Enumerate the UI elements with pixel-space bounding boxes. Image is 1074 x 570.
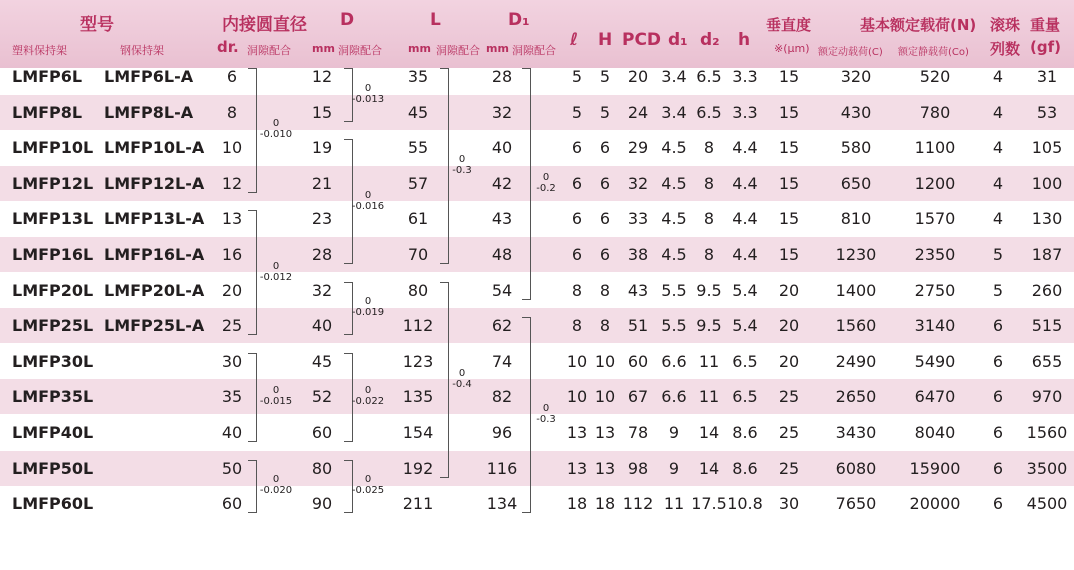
cell-l: 18 — [566, 494, 588, 514]
cell-d1: 5.5 — [661, 316, 687, 336]
cell-dr: 8 — [226, 102, 238, 122]
tolerance-lower: -0.019 — [351, 307, 385, 319]
cell-d1: 6.6 — [661, 351, 687, 371]
cell-H: 6 — [599, 209, 611, 229]
header-model: 型号 — [80, 15, 114, 35]
cell-D1: 40 — [491, 138, 513, 158]
cell-balls: 6 — [992, 351, 1004, 371]
cell-D: 80 — [311, 458, 333, 478]
cell-D: 40 — [311, 316, 333, 336]
cell-PCD: 67 — [627, 387, 649, 407]
cell-balls: 5 — [992, 280, 1004, 300]
cell-w: 105 — [1031, 138, 1063, 158]
cell-d1: 9 — [668, 458, 680, 478]
cell-m2: LMFP10L-A — [104, 138, 205, 158]
cell-L: 112 — [402, 316, 434, 336]
cell-d2: 8 — [703, 209, 715, 229]
cell-C: 1560 — [835, 316, 877, 336]
cell-perp: 15 — [778, 245, 800, 264]
table-row — [0, 273, 1074, 308]
table-row — [0, 451, 1074, 486]
cell-balls: 4 — [992, 138, 1004, 158]
cell-w: 4500 — [1026, 494, 1068, 514]
header-d2: d₂ — [700, 30, 720, 50]
cell-D: 90 — [311, 494, 333, 514]
cell-l: 8 — [571, 316, 583, 336]
cell-C: 1400 — [835, 280, 877, 300]
cell-C: 6080 — [835, 458, 877, 478]
header-D: D — [340, 10, 355, 30]
cell-dr: 30 — [221, 351, 243, 371]
cell-w: 100 — [1031, 173, 1063, 193]
cell-H: 18 — [594, 494, 616, 514]
cell-l: 5 — [571, 67, 583, 86]
cell-w: 515 — [1031, 316, 1063, 336]
cell-PCD: 24 — [627, 102, 649, 122]
cell-d2: 14 — [698, 458, 720, 478]
cell-d1: 5.5 — [661, 280, 687, 300]
cell-L: 61 — [407, 209, 429, 229]
cell-PCD: 38 — [627, 245, 649, 264]
cell-H: 13 — [594, 458, 616, 478]
cell-m2: LMFP6L-A — [104, 67, 194, 86]
cell-dr: 60 — [221, 494, 243, 514]
cell-m2: LMFP8L-A — [104, 102, 194, 122]
cell-l: 6 — [571, 173, 583, 193]
cell-l: 6 — [571, 138, 583, 158]
cell-d2: 6.5 — [696, 67, 722, 86]
cell-PCD: 78 — [627, 423, 649, 442]
tolerance-lower: -0.3 — [452, 165, 472, 176]
cell-l: 6 — [571, 209, 583, 229]
cell-m2: LMFP25L-A — [104, 316, 205, 336]
header-perp-unit: ※(μm) — [774, 42, 810, 55]
cell-Co: 1200 — [914, 173, 956, 193]
cell-l: 10 — [566, 387, 588, 407]
cell-balls: 6 — [992, 387, 1004, 407]
cell-PCD: 43 — [627, 280, 649, 300]
header-perp: 垂直度 — [766, 16, 812, 34]
cell-perp: 25 — [778, 458, 800, 478]
cell-L: 80 — [407, 280, 429, 300]
tolerance-upper: 0 — [272, 385, 280, 397]
tolerance-upper: 0 — [458, 154, 466, 165]
header-D-fit: 洞隙配合 — [338, 44, 382, 57]
header-balls-2: 列数 — [990, 40, 1021, 58]
cell-C: 320 — [840, 67, 872, 86]
cell-C: 1230 — [835, 245, 877, 264]
cell-D: 60 — [311, 423, 333, 442]
cell-PCD: 29 — [627, 138, 649, 158]
cell-w: 970 — [1031, 387, 1063, 407]
cell-d2: 6.5 — [696, 102, 722, 122]
cell-h: 3.3 — [732, 67, 758, 86]
cell-H: 5 — [599, 102, 611, 122]
cell-C: 430 — [840, 102, 872, 122]
cell-PCD: 112 — [622, 494, 654, 514]
cell-perp: 20 — [778, 351, 800, 371]
tolerance-lower: -0.015 — [259, 396, 293, 408]
header-static: 额定静载荷(Co) — [898, 47, 969, 58]
cell-dr: 50 — [221, 458, 243, 478]
cell-perp: 20 — [778, 280, 800, 300]
cell-balls: 4 — [992, 209, 1004, 229]
cell-d2: 9.5 — [696, 316, 722, 336]
cell-L: 135 — [402, 387, 434, 407]
tolerance-lower: -0.016 — [351, 200, 385, 212]
cell-dr: 10 — [221, 138, 243, 158]
cell-balls: 6 — [992, 423, 1004, 442]
cell-perp: 15 — [778, 102, 800, 122]
tolerance-lower: -0.020 — [259, 485, 293, 497]
header-dr-fit: 洞隙配合 — [247, 44, 291, 57]
cell-w: 1560 — [1026, 423, 1068, 442]
cell-dr: 40 — [221, 423, 243, 442]
cell-L: 57 — [407, 173, 429, 193]
cell-dr: 25 — [221, 316, 243, 336]
cell-D1: 82 — [491, 387, 513, 407]
cell-m1: LMFP25L — [12, 316, 94, 336]
header-D-mm: mm — [312, 42, 335, 55]
tolerance-upper: 0 — [542, 403, 550, 415]
cell-d1: 4.5 — [661, 209, 687, 229]
header-h: h — [738, 30, 751, 50]
table-row — [0, 237, 1074, 272]
header-load: 基本额定载荷(N) — [860, 16, 977, 34]
cell-d2: 17.5 — [691, 494, 727, 514]
cell-L: 55 — [407, 138, 429, 158]
cell-w: 3500 — [1026, 458, 1068, 478]
header-dr: dr. — [217, 38, 239, 56]
cell-balls: 4 — [992, 102, 1004, 122]
table-header — [0, 0, 1074, 68]
cell-w: 53 — [1036, 102, 1058, 122]
tolerance-upper: 0 — [272, 474, 280, 486]
cell-D1: 96 — [491, 423, 513, 442]
cell-D: 52 — [311, 387, 333, 407]
cell-L: 211 — [402, 494, 434, 514]
cell-D: 32 — [311, 280, 333, 300]
table-row — [0, 59, 1074, 94]
cell-perp: 15 — [778, 138, 800, 158]
cell-m1: LMFP50L — [12, 458, 94, 478]
cell-h: 5.4 — [732, 316, 758, 336]
cell-perp: 25 — [778, 387, 800, 407]
cell-D1: 43 — [491, 209, 513, 229]
cell-C: 2650 — [835, 387, 877, 407]
cell-C: 650 — [840, 173, 872, 193]
cell-H: 6 — [599, 245, 611, 264]
cell-d1: 6.6 — [661, 387, 687, 407]
cell-h: 4.4 — [732, 173, 758, 193]
header-steel-cage: 钢保持架 — [120, 44, 164, 57]
cell-D1: 74 — [491, 351, 513, 371]
cell-d1: 4.5 — [661, 138, 687, 158]
cell-d1: 3.4 — [661, 67, 687, 86]
tolerance-lower: -0.022 — [351, 396, 385, 408]
cell-Co: 8040 — [914, 423, 956, 442]
cell-m1: LMFP35L — [12, 387, 94, 407]
header-weight-2: (gf) — [1030, 38, 1061, 56]
cell-h: 6.5 — [732, 387, 758, 407]
cell-L: 45 — [407, 102, 429, 122]
cell-h: 8.6 — [732, 458, 758, 478]
header-L-mm: mm — [408, 42, 431, 55]
cell-m2: LMFP12L-A — [104, 173, 205, 193]
header-balls-1: 滚珠 — [990, 16, 1021, 34]
cell-dr: 6 — [226, 67, 238, 86]
cell-m1: LMFP60L — [12, 494, 94, 514]
cell-m1: LMFP10L — [12, 138, 94, 158]
cell-m1: LMFP16L — [12, 245, 94, 264]
tolerance-upper: 0 — [364, 189, 372, 201]
tolerance-upper: 0 — [364, 296, 372, 308]
cell-H: 5 — [599, 67, 611, 86]
cell-d1: 4.5 — [661, 173, 687, 193]
cell-D1: 116 — [486, 458, 518, 478]
cell-Co: 5490 — [914, 351, 956, 371]
tolerance-lower: -0.012 — [259, 271, 293, 283]
cell-C: 810 — [840, 209, 872, 229]
cell-D1: 62 — [491, 316, 513, 336]
cell-PCD: 51 — [627, 316, 649, 336]
cell-d1: 11 — [663, 494, 685, 514]
cell-Co: 15900 — [909, 458, 961, 478]
cell-w: 31 — [1036, 67, 1058, 86]
header-weight-1: 重量 — [1030, 16, 1061, 34]
cell-PCD: 98 — [627, 458, 649, 478]
header-D1-fit: 洞隙配合 — [512, 44, 556, 57]
cell-L: 192 — [402, 458, 434, 478]
table-row — [0, 201, 1074, 236]
cell-H: 10 — [594, 351, 616, 371]
cell-h: 3.3 — [732, 102, 758, 122]
tolerance-upper: 0 — [458, 367, 466, 379]
cell-Co: 6470 — [914, 387, 956, 407]
cell-w: 260 — [1031, 280, 1063, 300]
cell-dr: 20 — [221, 280, 243, 300]
cell-D: 21 — [311, 173, 333, 193]
cell-dr: 12 — [221, 173, 243, 193]
cell-C: 3430 — [835, 423, 877, 442]
cell-D: 23 — [311, 209, 333, 229]
cell-m1: LMFP13L — [12, 209, 94, 229]
cell-m1: LMFP8L — [12, 102, 83, 122]
tolerance-upper: 0 — [272, 118, 280, 130]
cell-l: 13 — [566, 458, 588, 478]
cell-h: 10.8 — [727, 494, 763, 514]
cell-D1: 54 — [491, 280, 513, 300]
cell-Co: 2750 — [914, 280, 956, 300]
cell-D1: 28 — [491, 67, 513, 86]
header-d1: d₁ — [668, 30, 688, 50]
cell-balls: 4 — [992, 173, 1004, 193]
cell-l: 8 — [571, 280, 583, 300]
tolerance-lower: -0.010 — [259, 129, 293, 141]
cell-D1: 42 — [491, 173, 513, 193]
cell-balls: 5 — [992, 245, 1004, 264]
cell-w: 130 — [1031, 209, 1063, 229]
cell-H: 13 — [594, 423, 616, 442]
cell-dr: 35 — [221, 387, 243, 407]
cell-h: 8.6 — [732, 423, 758, 442]
cell-D1: 48 — [491, 245, 513, 264]
cell-L: 123 — [402, 351, 434, 371]
header-H: H — [598, 30, 613, 50]
cell-H: 6 — [599, 173, 611, 193]
cell-h: 5.4 — [732, 280, 758, 300]
cell-perp: 15 — [778, 67, 800, 86]
header-D1: D₁ — [508, 10, 530, 30]
cell-C: 2490 — [835, 351, 877, 371]
cell-D: 45 — [311, 351, 333, 371]
header-PCD: PCD — [622, 30, 662, 50]
cell-l: 5 — [571, 102, 583, 122]
cell-dr: 13 — [221, 209, 243, 229]
cell-balls: 6 — [992, 458, 1004, 478]
cell-C: 580 — [840, 138, 872, 158]
cell-d1: 9 — [668, 423, 680, 442]
cell-H: 8 — [599, 280, 611, 300]
cell-PCD: 33 — [627, 209, 649, 229]
header-dyn: 额定动载荷(C) — [818, 47, 883, 58]
cell-L: 154 — [402, 423, 434, 442]
cell-w: 187 — [1031, 245, 1063, 264]
cell-balls: 4 — [992, 67, 1004, 86]
cell-D: 19 — [311, 138, 333, 158]
cell-D: 15 — [311, 102, 333, 122]
cell-d2: 11 — [698, 387, 720, 407]
tolerance-lower: -0.025 — [351, 485, 385, 497]
cell-perp: 15 — [778, 209, 800, 229]
cell-perp: 15 — [778, 173, 800, 193]
table-row — [0, 344, 1074, 379]
cell-Co: 2350 — [914, 245, 956, 264]
header-L: L — [430, 10, 441, 30]
tolerance-upper: 0 — [364, 474, 372, 486]
cell-D: 28 — [311, 245, 333, 264]
cell-d2: 8 — [703, 245, 715, 264]
header-D1-mm: mm — [486, 42, 509, 55]
cell-PCD: 20 — [627, 67, 649, 86]
cell-Co: 20000 — [909, 494, 961, 514]
cell-h: 4.4 — [732, 245, 758, 264]
cell-C: 7650 — [835, 494, 877, 514]
tolerance-lower: -0.3 — [536, 414, 556, 426]
tolerance-lower: -0.013 — [351, 93, 385, 105]
tolerance-lower: -0.4 — [452, 378, 472, 390]
cell-L: 35 — [407, 67, 429, 86]
cell-m1: LMFP12L — [12, 173, 94, 193]
cell-w: 655 — [1031, 351, 1063, 371]
cell-d2: 9.5 — [696, 280, 722, 300]
cell-l: 13 — [566, 423, 588, 442]
cell-m2: LMFP13L-A — [104, 209, 205, 229]
cell-dr: 16 — [221, 245, 243, 264]
cell-D: 12 — [311, 67, 333, 86]
cell-d1: 3.4 — [661, 102, 687, 122]
table-row — [0, 95, 1074, 130]
cell-H: 6 — [599, 138, 611, 158]
cell-perp: 30 — [778, 494, 800, 514]
cell-d2: 8 — [703, 173, 715, 193]
table-row — [0, 308, 1074, 343]
cell-h: 6.5 — [732, 351, 758, 371]
tolerance-lower: -0.2 — [536, 182, 556, 194]
cell-d2: 8 — [703, 138, 715, 158]
cell-Co: 780 — [919, 102, 951, 122]
tolerance-upper: 0 — [364, 82, 372, 94]
cell-l: 10 — [566, 351, 588, 371]
cell-D1: 134 — [486, 494, 518, 514]
cell-d2: 14 — [698, 423, 720, 442]
table-row — [0, 130, 1074, 165]
tolerance-upper: 0 — [364, 385, 372, 397]
cell-D1: 32 — [491, 102, 513, 122]
cell-PCD: 60 — [627, 351, 649, 371]
cell-m1: LMFP40L — [12, 423, 94, 442]
cell-Co: 520 — [919, 67, 951, 86]
cell-Co: 3140 — [914, 316, 956, 336]
cell-m1: LMFP30L — [12, 351, 94, 371]
cell-m2: LMFP16L-A — [104, 245, 205, 264]
cell-Co: 1100 — [914, 138, 956, 158]
cell-m1: LMFP6L — [12, 67, 83, 86]
cell-d2: 11 — [698, 351, 720, 371]
cell-Co: 1570 — [914, 209, 956, 229]
cell-m2: LMFP20L-A — [104, 280, 205, 300]
header-l: ℓ — [570, 30, 579, 50]
cell-H: 8 — [599, 316, 611, 336]
header-L-fit: 洞隙配合 — [436, 44, 480, 57]
cell-balls: 6 — [992, 494, 1004, 514]
cell-m1: LMFP20L — [12, 280, 94, 300]
cell-PCD: 32 — [627, 173, 649, 193]
cell-perp: 20 — [778, 316, 800, 336]
cell-L: 70 — [407, 245, 429, 264]
table-row — [0, 486, 1074, 521]
cell-h: 4.4 — [732, 209, 758, 229]
header-inner-dia: 内接圆直径 — [222, 15, 307, 35]
cell-h: 4.4 — [732, 138, 758, 158]
cell-d1: 4.5 — [661, 245, 687, 264]
tolerance-upper: 0 — [542, 171, 550, 183]
header-plastic-cage: 塑料保持架 — [12, 44, 67, 57]
tolerance-upper: 0 — [272, 260, 280, 272]
cell-perp: 25 — [778, 423, 800, 442]
cell-l: 6 — [571, 245, 583, 264]
cell-H: 10 — [594, 387, 616, 407]
cell-balls: 6 — [992, 316, 1004, 336]
